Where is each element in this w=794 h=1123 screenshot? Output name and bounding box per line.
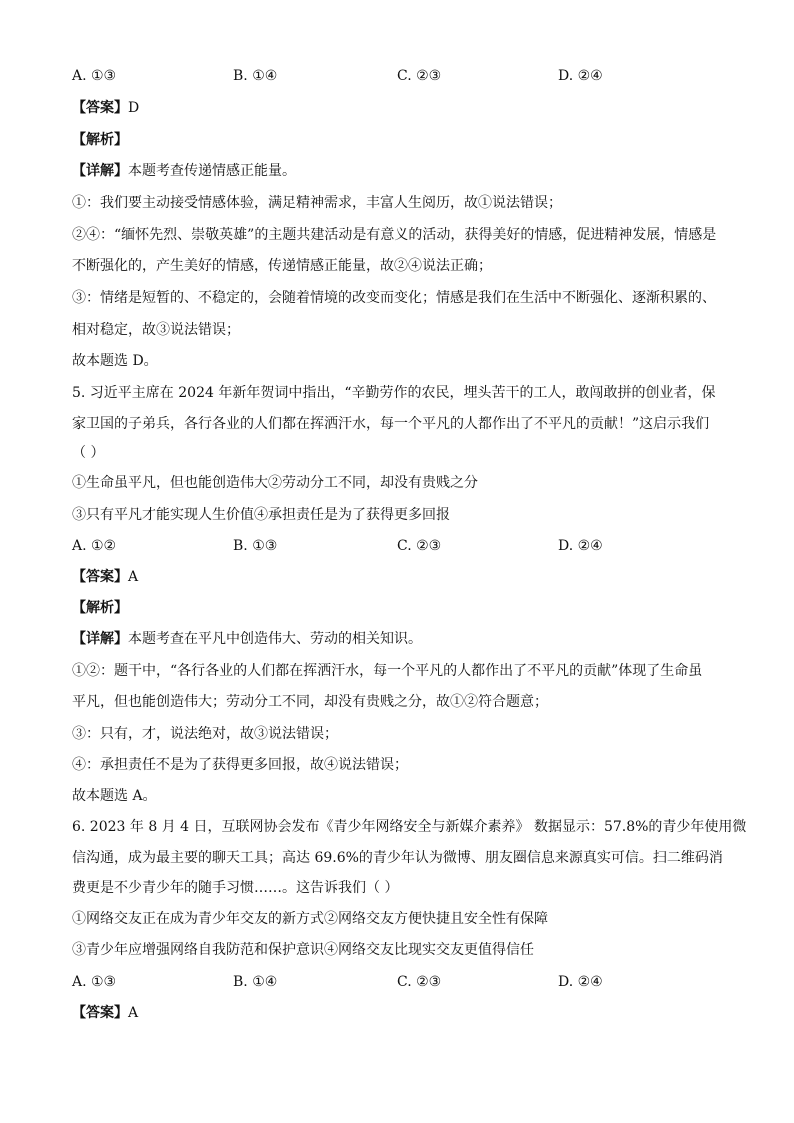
question-5-blank: （ ） — [72, 445, 105, 461]
option-c: C. ②③ — [397, 974, 442, 990]
answer-tag: 【答案】 — [72, 100, 128, 116]
explanation-line: 平凡，但也能创造伟大；劳动分工不同，却没有贵贱之分，故①②符合题意； — [72, 694, 548, 710]
option-b: B. ①④ — [233, 974, 278, 990]
question-6-stem: 信沟通，成为最主要的聊天工具；高达 69.6%的青少年认为微博、朋友圈信息来源真实可信。扫二维码消 — [72, 850, 723, 866]
conclusion-line: 故本题选 A。 — [72, 788, 157, 804]
answer-line — [72, 567, 722, 587]
answer-tag: 【答案】 — [72, 1005, 128, 1021]
options-row — [72, 536, 722, 556]
analysis-line — [72, 130, 722, 150]
options-row — [72, 972, 722, 992]
option-d: D. ②④ — [558, 974, 603, 990]
question-5-stem: 家卫国的子弟兵，各行各业的人们都在挥洒汗水，每一个平凡的人都作出了不平凡的贡献！”这启示我们 — [72, 416, 710, 432]
question-5-statement: ③只有平凡才能实现人生价值④承担责任是为了获得更多回报 — [72, 507, 450, 523]
explanation-line: ②④：“缅怀先烈、崇敬英雄”的主题共建活动是有意义的活动，获得美好的情感，促进精神发展，情感是 — [72, 227, 717, 243]
question-5-statement: ①生命虽平凡，但也能创造伟大②劳动分工不同，却没有贵贱之分 — [72, 475, 478, 491]
explanation-line: ①：我们要主动接受情感体验，满足精神需求，丰富人生阅历，故①说法错误； — [72, 195, 562, 211]
option-c: C. ②③ — [397, 538, 442, 554]
analysis-line — [72, 598, 722, 618]
options-row — [72, 66, 722, 86]
question-6-stem: 费更是不少青少年的随手习惯……。这告诉我们（ ） — [72, 880, 399, 896]
option-b: B. ①④ — [233, 68, 278, 84]
answer-value: A — [128, 569, 139, 585]
explanation-line: ④：承担责任不是为了获得更多回报，故④说法错误； — [72, 757, 408, 773]
question-6-statement: ①网络交友正在成为青少年交友的新方式②网络交友方便快捷且安全性有保障 — [72, 911, 548, 927]
option-a: A. ①③ — [72, 68, 117, 84]
detail-line — [72, 629, 722, 649]
answer-tag: 【答案】 — [72, 569, 128, 585]
detail-tag: 【详解】 — [72, 163, 128, 179]
detail-line — [72, 161, 722, 181]
detail-text: 本题考查传递情感正能量。 — [128, 163, 296, 179]
detail-tag: 【详解】 — [72, 631, 128, 647]
answer-line — [72, 1003, 722, 1023]
question-6-stem: 6. 2023 年 8 月 4 日，互联网协会发布《青少年网络安全与新媒介素养》 数据显示：57.8%的青少年使用微 — [72, 819, 747, 835]
question-5-stem: 5. 习近平主席在 2024 年新年贺词中指出，“辛勤劳作的农民，埋头苦干的工人，敢闯敢拼的创业者，保 — [72, 385, 716, 401]
option-c: C. ②③ — [397, 68, 442, 84]
explanation-line: ①②：题干中，“各行各业的人们都在挥洒汗水，每一个平凡的人都作出了不平凡的贡献”体现了生命虽 — [72, 663, 703, 679]
conclusion-line: 故本题选 D。 — [72, 353, 158, 369]
detail-text: 本题考查在平凡中创造伟大、劳动的相关知识。 — [128, 631, 422, 647]
analysis-tag: 【解析】 — [72, 600, 128, 616]
explanation-line: 相对稳定，故③说法错误； — [72, 322, 240, 338]
option-a: A. ①② — [72, 538, 117, 554]
option-d: D. ②④ — [558, 68, 603, 84]
question-6-statement: ③青少年应增强网络自我防范和保护意识④网络交友比现实交友更值得信任 — [72, 942, 534, 958]
option-b: B. ①③ — [233, 538, 278, 554]
explanation-line: ③：情绪是短暂的、不稳定的，会随着情境的改变而变化；情感是我们在生活中不断强化、逐渐积累的、 — [72, 290, 716, 306]
explanation-line: ③：只有，才，说法绝对，故③说法错误； — [72, 726, 338, 742]
answer-value: A — [128, 1005, 139, 1021]
answer-value: D — [128, 100, 140, 116]
answer-line — [72, 98, 722, 118]
analysis-tag: 【解析】 — [72, 132, 128, 148]
explanation-line: 不断强化的，产生美好的情感，传递情感正能量，故②④说法正确； — [72, 258, 492, 274]
option-d: D. ②④ — [558, 538, 603, 554]
option-a: A. ①③ — [72, 974, 117, 990]
